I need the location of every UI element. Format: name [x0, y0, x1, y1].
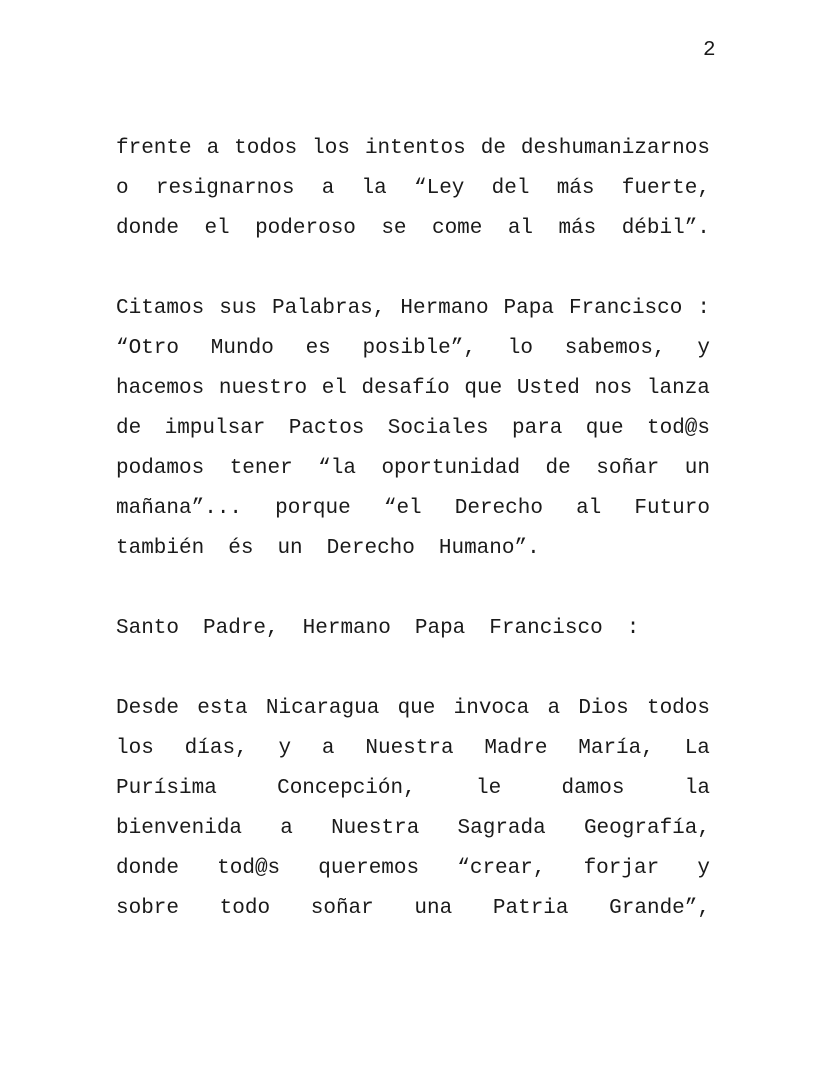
- word: és: [228, 536, 254, 560]
- word: un: [684, 456, 710, 480]
- word: y: [278, 736, 292, 760]
- word: para: [512, 416, 563, 440]
- word: donde: [116, 216, 180, 240]
- text-line: [116, 848, 710, 888]
- word: poderoso: [255, 216, 356, 240]
- paragraph: [116, 608, 710, 648]
- text-line: [116, 368, 710, 408]
- word: “el: [383, 496, 422, 520]
- word: días,: [184, 736, 248, 760]
- text-line: [116, 448, 710, 488]
- text-line: [116, 408, 710, 448]
- word: podamos: [116, 456, 205, 480]
- word: Concepción,: [277, 776, 416, 800]
- word: tod@s: [217, 856, 281, 880]
- text-line: [116, 488, 710, 528]
- word: mañana”...: [116, 496, 243, 520]
- word: más: [556, 176, 595, 200]
- word: Purísima: [116, 776, 217, 800]
- word: “Ley: [414, 176, 465, 200]
- word: y: [697, 856, 710, 880]
- text-line: [116, 328, 710, 368]
- word: “la: [318, 456, 356, 480]
- word: Patria: [492, 896, 569, 920]
- word: Hermano: [400, 296, 489, 320]
- word: desafío: [361, 376, 450, 400]
- word: :: [697, 296, 710, 320]
- word: la: [361, 176, 387, 200]
- word: Nicaragua: [265, 696, 380, 720]
- word: resignarnos: [155, 176, 295, 200]
- word: posible”,: [362, 336, 476, 360]
- word: los: [312, 136, 350, 160]
- word: a: [321, 176, 335, 200]
- word: Humano”.: [438, 536, 540, 560]
- word: Usted: [516, 376, 580, 400]
- word: Grande”,: [609, 896, 710, 920]
- word: sobre: [116, 896, 180, 920]
- word: Palabras,: [271, 296, 386, 320]
- text-line: [116, 688, 710, 728]
- word: queremos: [318, 856, 420, 880]
- word: hacemos: [116, 376, 205, 400]
- text-line: [116, 768, 710, 808]
- word: María,: [578, 736, 654, 760]
- word: que: [585, 416, 624, 440]
- text-line: [116, 168, 710, 208]
- word: Francisco: [489, 616, 603, 640]
- word: frente: [116, 136, 192, 160]
- word: “Otro: [116, 336, 180, 360]
- word: del: [491, 176, 530, 200]
- word: Derecho: [326, 536, 415, 560]
- word: bienvenida: [116, 816, 243, 840]
- word: Hermano: [302, 616, 391, 640]
- text-line: [116, 288, 710, 328]
- word: La: [684, 736, 710, 760]
- text-line: [116, 888, 710, 928]
- word: a: [321, 736, 335, 760]
- text-line: [116, 728, 710, 768]
- word: Papa: [503, 296, 554, 320]
- word: Papa: [414, 616, 466, 640]
- word: forjar: [583, 856, 660, 880]
- word: al: [576, 496, 602, 520]
- word: tener: [229, 456, 293, 480]
- text-line: [116, 528, 710, 568]
- word: Dios: [578, 696, 629, 720]
- word: “crear,: [457, 856, 546, 880]
- word: todo: [219, 896, 271, 920]
- word: más: [558, 216, 597, 240]
- word: Sociales: [387, 416, 489, 440]
- word: donde: [116, 856, 180, 880]
- word: fuerte,: [621, 176, 710, 200]
- word: lanza: [646, 376, 710, 400]
- word: también: [116, 536, 205, 560]
- word: Santo: [116, 616, 180, 640]
- word: a: [547, 696, 561, 720]
- word: de: [480, 136, 506, 160]
- word: o: [116, 176, 129, 200]
- word: lo: [507, 336, 533, 360]
- word: el: [204, 216, 230, 240]
- word: Derecho: [454, 496, 543, 520]
- word: impulsar: [164, 416, 266, 440]
- word: la: [684, 776, 710, 800]
- word: Mundo: [210, 336, 274, 360]
- word: se: [381, 216, 407, 240]
- word: Futuro: [634, 496, 710, 520]
- document-body: [116, 128, 710, 928]
- word: todos: [646, 696, 710, 720]
- word: Padre,: [203, 616, 279, 640]
- word: los: [116, 736, 154, 760]
- word: Citamos: [116, 296, 205, 320]
- text-line: [116, 808, 710, 848]
- word: soñar: [310, 896, 374, 920]
- word: sabemos,: [564, 336, 666, 360]
- word: a: [280, 816, 293, 840]
- text-line: [116, 608, 710, 648]
- word: nuestro: [218, 376, 308, 400]
- text-line: [116, 208, 710, 248]
- word: Desde: [116, 696, 180, 720]
- word: todos: [234, 136, 298, 160]
- word: Nuestra: [331, 816, 420, 840]
- word: esta: [197, 696, 248, 720]
- word: que: [464, 376, 503, 400]
- word: y: [697, 336, 710, 360]
- word: invoca: [453, 696, 530, 720]
- word: Francisco: [568, 296, 683, 320]
- word: Geografía,: [583, 816, 710, 840]
- word: deshumanizarnos: [520, 136, 710, 160]
- word: Nuestra: [365, 736, 454, 760]
- word: soñar: [596, 456, 660, 480]
- word: oportunidad: [381, 456, 521, 480]
- word: intentos: [364, 136, 466, 160]
- word: le: [475, 776, 502, 800]
- paragraph: [116, 688, 710, 928]
- word: Madre: [484, 736, 548, 760]
- paragraph: [116, 288, 710, 568]
- word: es: [305, 336, 331, 360]
- word: Pactos: [288, 416, 365, 440]
- word: que: [397, 696, 436, 720]
- word: a: [206, 136, 220, 160]
- word: damos: [561, 776, 625, 800]
- word: el: [321, 376, 347, 400]
- word: Sagrada: [457, 816, 546, 840]
- word: tod@s: [646, 416, 710, 440]
- word: porque: [275, 496, 351, 520]
- page-number: 2: [703, 39, 716, 62]
- paragraph: [116, 128, 710, 248]
- word: al: [507, 216, 534, 240]
- word: de: [116, 416, 142, 440]
- word: :: [626, 616, 640, 640]
- word: nos: [594, 376, 633, 400]
- word: un: [277, 536, 303, 560]
- word: una: [414, 896, 453, 920]
- word: de: [545, 456, 571, 480]
- text-line: [116, 128, 710, 168]
- word: débil”.: [621, 216, 710, 240]
- word: come: [431, 216, 483, 240]
- word: sus: [219, 296, 257, 320]
